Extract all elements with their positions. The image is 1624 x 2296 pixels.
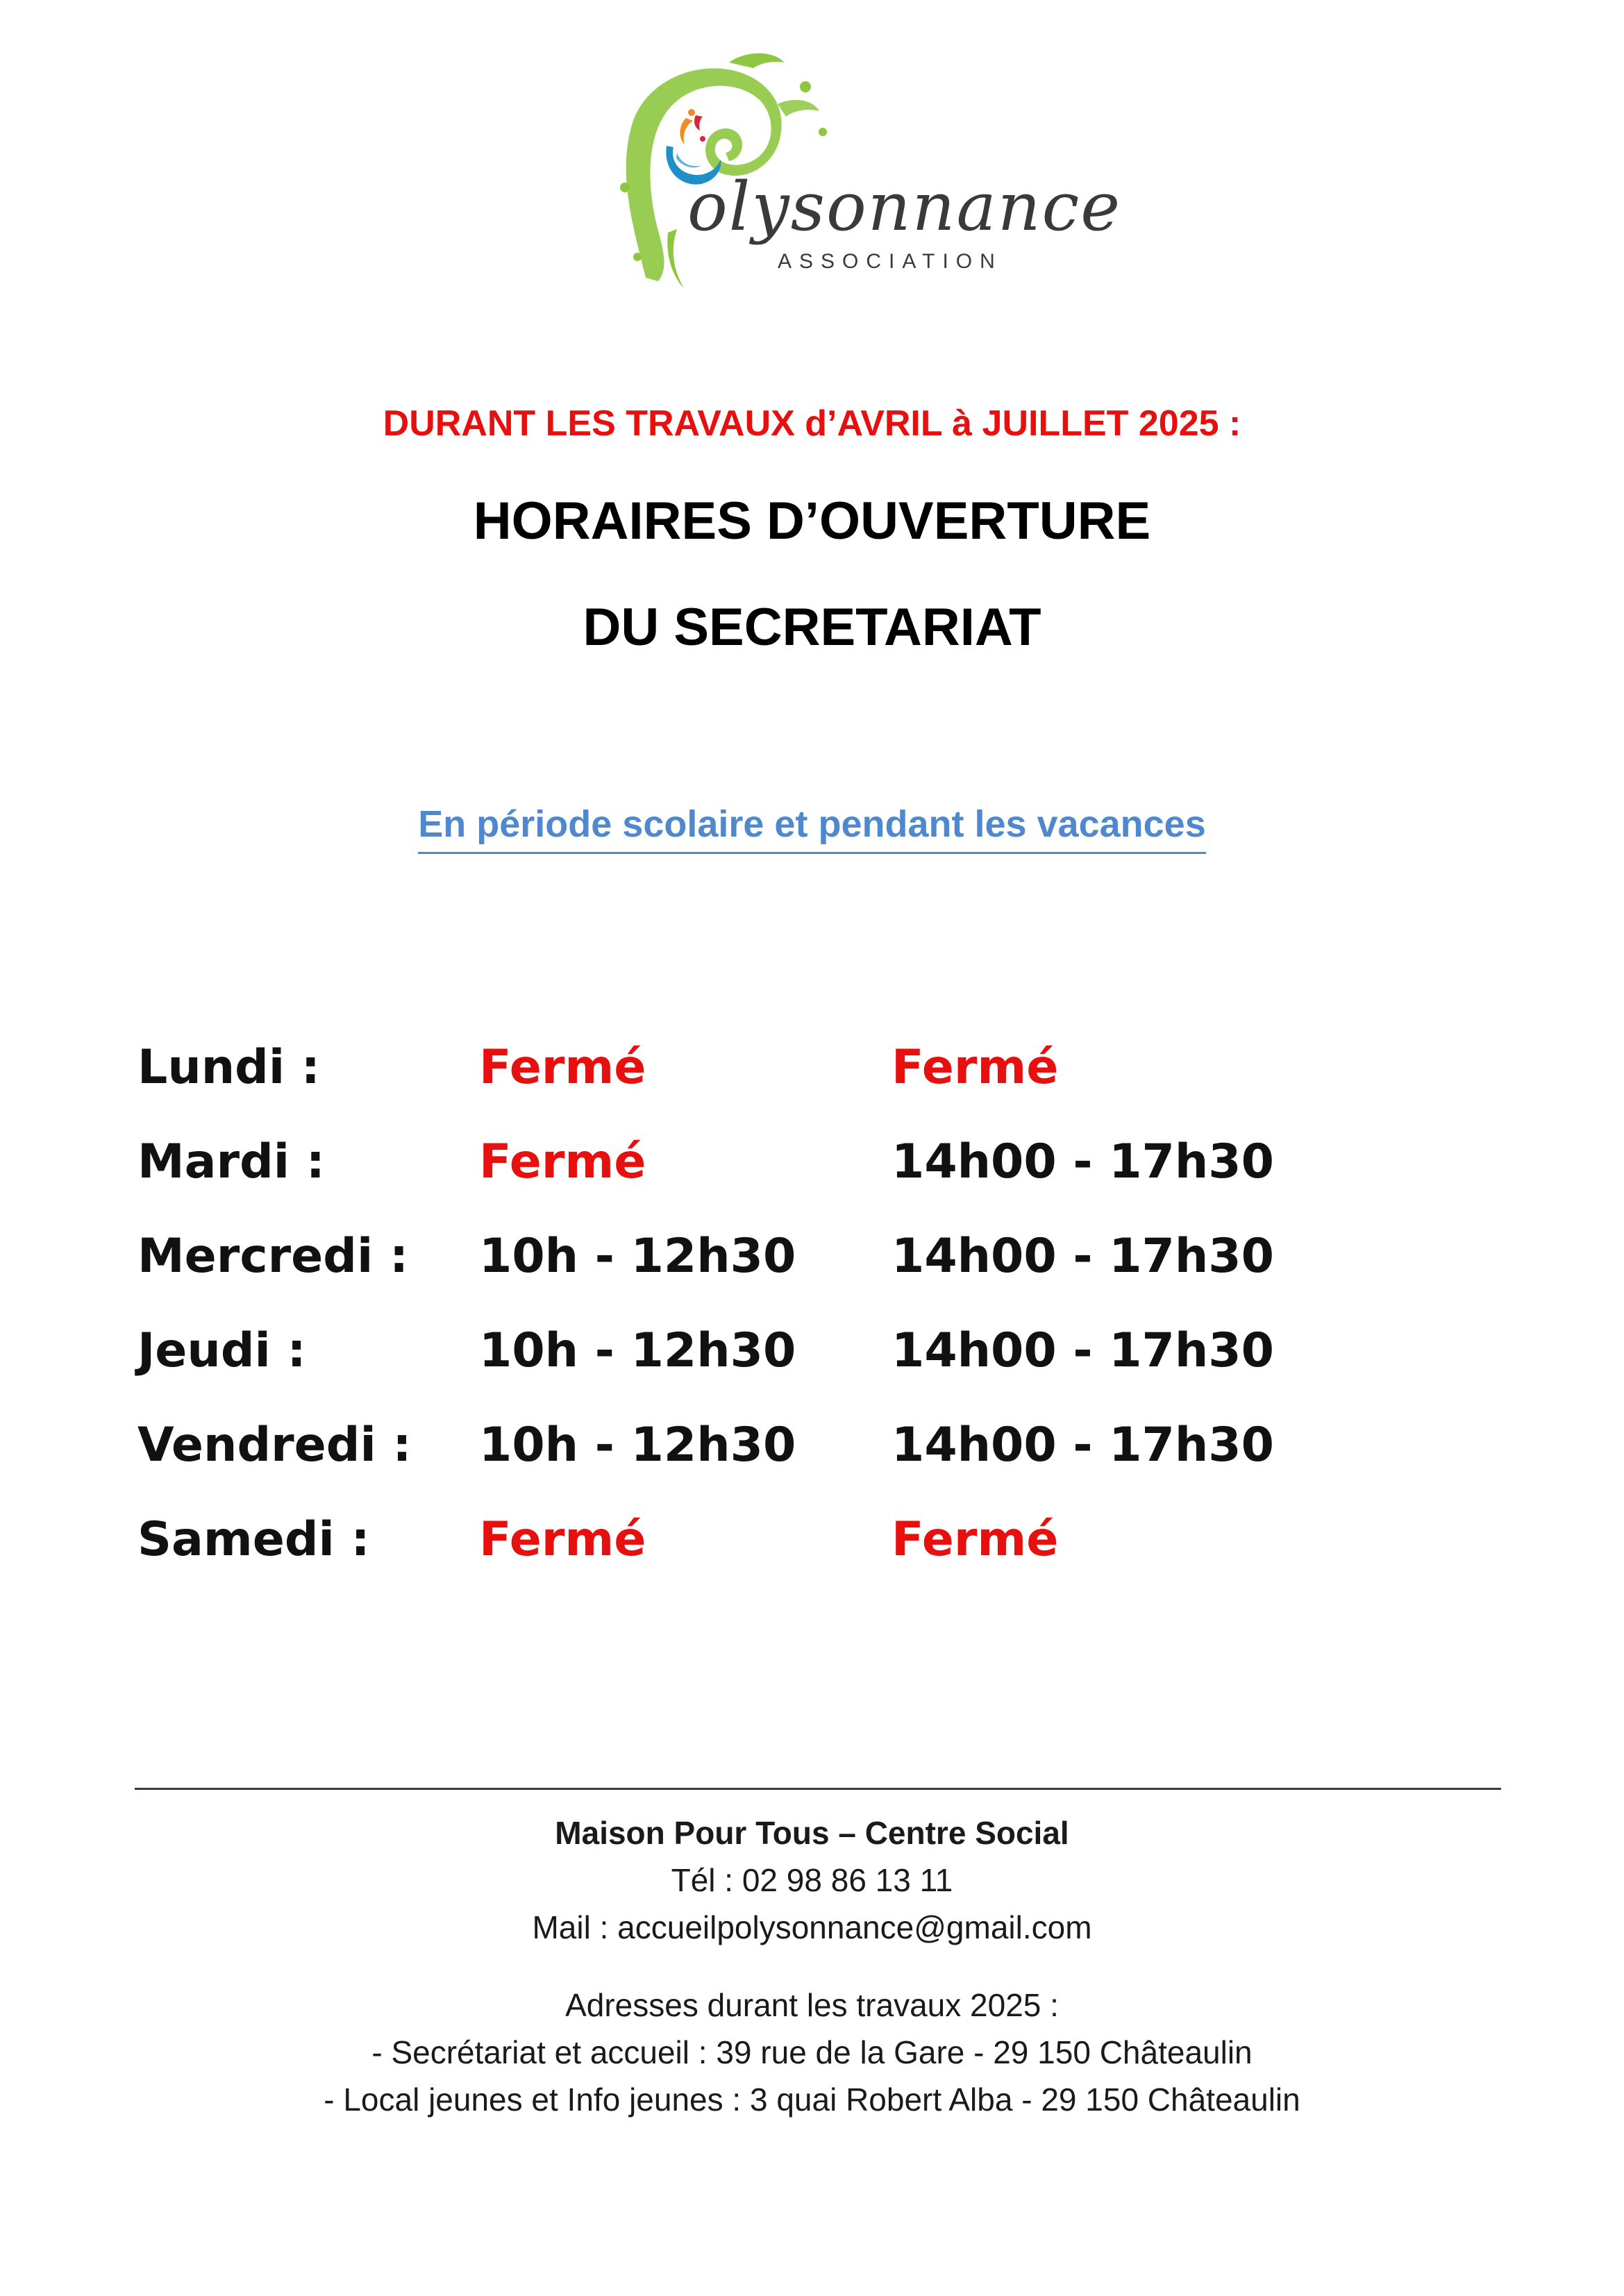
footer-phone: Tél : 02 98 86 13 11: [671, 1862, 953, 1898]
schedule-row: [137, 1398, 1457, 1493]
footer-addresses-title: Adresses durant les travaux 2025 :: [565, 1987, 1059, 2023]
schedule-afternoon: Fermé: [891, 1040, 1059, 1095]
schedule-morning: 10h - 12h30: [479, 1323, 796, 1378]
logo-subtitle: ASSOCIATION: [778, 250, 1003, 273]
footer-spacer: [0, 1951, 1624, 1981]
schedule-morning: Fermé: [479, 1040, 646, 1095]
schedule-row: [137, 1209, 1457, 1304]
works-notice: DURANT LES TRAVAUX d’AVRIL à JUILLET 2025 :: [383, 403, 1241, 444]
schedule-morning: 10h - 12h30: [479, 1229, 796, 1284]
schedule-afternoon: 14h00 - 17h30: [891, 1229, 1274, 1284]
schedule-afternoon: Fermé: [891, 1512, 1059, 1567]
footer-divider: [135, 1788, 1501, 1790]
schedule-row: [137, 1021, 1457, 1115]
footer-address-2: - Local jeunes et Info jeunes : 3 quai Robert Alba - 29 150 Châteaulin: [324, 2081, 1300, 2118]
period-subtitle: En période scolaire et pendant les vacances: [418, 804, 1205, 854]
schedule-day: Jeudi :: [137, 1323, 306, 1378]
logo: [604, 49, 1122, 299]
schedule-day: Samedi :: [137, 1512, 370, 1567]
opening-hours-table: [137, 1021, 1457, 1587]
schedule-day: Mercredi :: [137, 1229, 409, 1284]
schedule-afternoon: 14h00 - 17h30: [891, 1418, 1274, 1473]
footer-mail: Mail : accueilpolysonnance@gmail.com: [532, 1909, 1092, 1945]
footer-org: Maison Pour Tous – Centre Social: [555, 1815, 1069, 1851]
period-subtitle-wrap: [0, 804, 1624, 854]
schedule-afternoon: 14h00 - 17h30: [891, 1134, 1274, 1189]
schedule-afternoon: 14h00 - 17h30: [891, 1323, 1274, 1378]
schedule-morning: Fermé: [479, 1512, 646, 1567]
page-title-line2: DU SECRETARIAT: [583, 598, 1041, 657]
page-title-line1: HORAIRES D’OUVERTURE: [473, 492, 1151, 551]
schedule-morning: Fermé: [479, 1134, 646, 1189]
schedule-morning: 10h - 12h30: [479, 1418, 796, 1473]
schedule-row: [137, 1304, 1457, 1398]
footer: [0, 1809, 1624, 2123]
schedule-day: Vendredi :: [137, 1418, 412, 1473]
schedule-day: Lundi :: [137, 1040, 321, 1095]
footer-address-1: - Secrétariat et accueil : 39 rue de la Gare - 29 150 Châteaulin: [371, 2034, 1253, 2070]
schedule-day: Mardi :: [137, 1134, 325, 1189]
schedule-row: [137, 1493, 1457, 1587]
logo-wordmark: olysonnance: [687, 168, 1122, 246]
schedule-row: [137, 1115, 1457, 1209]
